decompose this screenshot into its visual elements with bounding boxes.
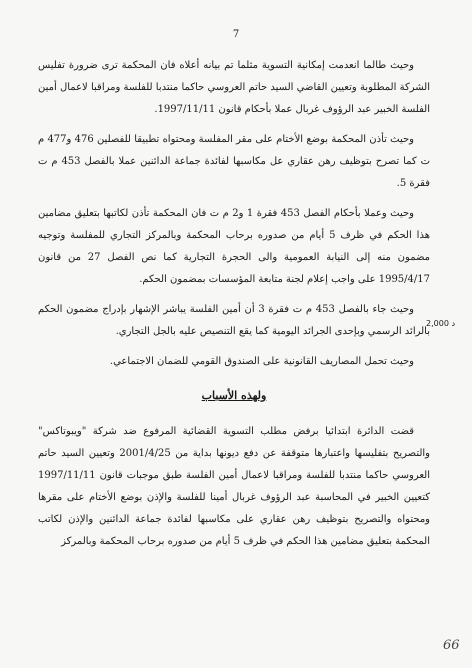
paragraph-bankruptcy-decision: وحيث طالما انعدمت إمكانية التسوية مثلما تم بيانه أعلاه فان المحكمة ترى ضرورة تفليس الشركة المطلوبة وتعيين القاضي السيد حاتم العروسي حاكما منتدبا للفلسة ومراقبا لاعمال أمين الفلسة الخبير عبد الرؤوف غربال عملا بأحكام قانون 1997/11/11.	[38, 60, 430, 115]
paragraph-seals-mortgage: وحيث تأذن المحكمة بوضع الأختام على مقر المفلسة ومحتواه تطبيقا للفصلين 476 و477 م ت كما تصرح بتوظيف رهن عقاري عل مكاسبها لفائدة جماعة الدائنين عملا بالفصل 453 م ت فقرة 5.	[38, 134, 431, 189]
paragraph-official-gazette: وحيث جاء بالفصل 453 م ت فقرة 3 أن أمين الفلسة يباشر الإشهار بإدراج مضمون الحكم بالرائد الرسمي وبإحدى الجرائد اليومية كما يقع التنصيص عليه بالجل التجاري.	[38, 304, 430, 337]
paragraph-publication-notice: وحيث وعملا بأحكام الفصل 453 فقرة 1 و2 م ت فان المحكمة تأذن لكاتبها بتعليق مضامين هذا الحكم في ظرف 5 أيام من صدوره برحاب المحكمة وبالمركز التجاري للمفلسة وتوجيه مضمون منه إلى النيابة العمومية والى الحجرة التجارية كما نص الفصل 27 من قانون 1995/4/17 على واجب إعلام لجنة متابعة المؤسسات بمضمون الحكم.	[38, 208, 430, 285]
page-number: 7	[232, 29, 240, 40]
section-heading: ولهذه الأسباب	[201, 389, 267, 402]
ruling-paragraph: قضت الدائرة ابتدائيا برفض مطلب التسوية القضائية المرفوع ضد شركة "ويبوتاكس" والتصريح بتفليسها واعتبارها متوقفة عن دفع ديونها بداية من 2001/4/25 وتعيين السيد حاتم العروسي حاكما منتدبا للفلسة ومراقبا لاعمال أمين الفلسة طبق موجبات قانون 1997/11/11 كتعيين الخبير في المحاسبة عبد الرؤوف غربال أمينا للفلسة والإذن بوضع الأختام على مقرها ومحتواه والتصريح بتوظيف رهن عقاري على مكاسبها لفائدة جماعة الدائنين والإذن لكاتب المحكمة بتعليق مضامين هذا الحكم في ظرف 5 أيام من صدوره برحاب المحكمة وبالمركز	[38, 426, 430, 547]
handwritten-sheet-number: 66	[443, 638, 460, 653]
margin-fee-note: 2,000 د	[426, 319, 456, 328]
document-body	[38, 55, 430, 561]
paragraph-legal-costs: وحيث تحمل المصاريف القانونية على الصندوق القومي للضمان الاجتماعي.	[109, 356, 414, 367]
